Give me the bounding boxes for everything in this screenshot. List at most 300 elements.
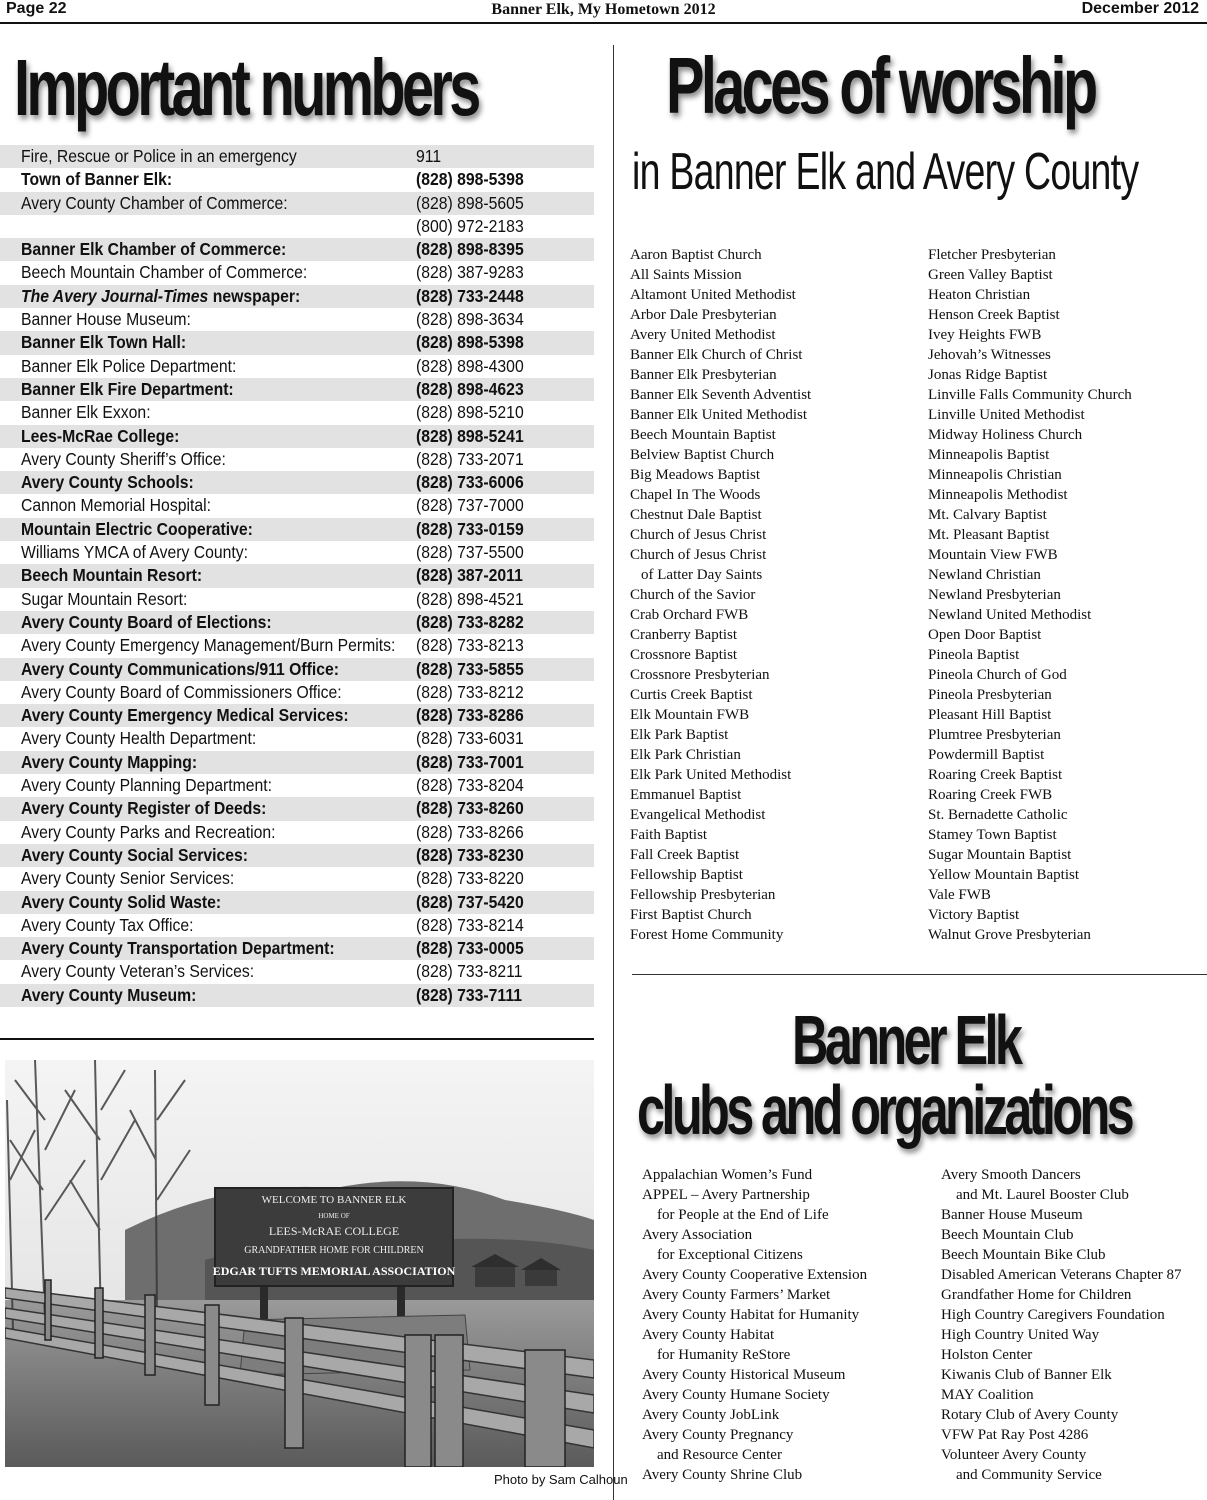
clubs-title-line-1: Banner Elk <box>792 1001 1020 1079</box>
sign-line-5: EDGAR TUFTS MEMORIAL ASSOCIATION <box>212 1264 456 1278</box>
column-divider <box>613 45 614 1500</box>
phone-number <box>416 192 536 215</box>
number-row <box>0 797 594 820</box>
phone-number-text: (828) 733-6031 <box>416 728 524 749</box>
phone-number-text: (828) 898-5398 <box>416 332 524 353</box>
list-item: Forest Home Community <box>630 927 784 943</box>
phone-number <box>416 308 536 331</box>
list-item: Pineola Presbyterian <box>928 687 1052 703</box>
list-item: Elk Park United Methodist <box>630 767 792 783</box>
list-item: Newland Presbyterian <box>928 587 1061 603</box>
contact-name <box>21 471 213 494</box>
contact-name-text: Avery County Tax Office: <box>21 914 194 935</box>
contact-name-text: Avery County Transportation Department: <box>21 938 335 959</box>
contact-name <box>21 751 217 774</box>
contact-name <box>21 727 282 750</box>
number-row <box>0 891 594 914</box>
phone-number <box>416 145 444 168</box>
number-row <box>0 751 594 774</box>
list-item: Crab Orchard FWB <box>630 607 749 623</box>
contact-name-text: Avery County Mapping: <box>21 751 198 772</box>
list-item: Mountain View FWB <box>928 547 1058 563</box>
contact-name <box>21 937 369 960</box>
clubs-list-column-2 <box>941 1165 1181 1485</box>
phone-number-text: (828) 733-0159 <box>416 518 524 539</box>
number-row <box>0 355 594 378</box>
number-row <box>0 984 594 1007</box>
list-item: Altamont United Methodist <box>630 287 796 303</box>
phone-number-text: (828) 737-7000 <box>416 495 524 516</box>
contact-name <box>21 564 222 587</box>
list-item: MAY Coalition <box>941 1387 1034 1403</box>
list-item: Avery County Humane Society <box>642 1387 830 1403</box>
phone-number-text: (828) 733-8211 <box>416 961 523 982</box>
places-of-worship-title: Places of worship <box>666 41 1095 130</box>
number-row <box>0 867 594 890</box>
contact-name-text: Avery County Chamber of Commerce: <box>21 192 288 213</box>
list-item: Holston Center <box>941 1347 1033 1363</box>
phone-number <box>416 564 535 587</box>
contact-name-text: Williams YMCA of Avery County: <box>21 542 248 563</box>
list-item: and Resource Center <box>657 1447 782 1463</box>
list-item: Stamey Town Baptist <box>928 827 1057 843</box>
phone-number <box>416 844 536 867</box>
list-item: Roaring Creek Baptist <box>928 767 1063 783</box>
list-item: Henson Creek Baptist <box>928 307 1060 323</box>
list-item: Fall Creek Baptist <box>630 847 740 863</box>
phone-number-text: (828) 387-9283 <box>416 262 524 283</box>
list-item: for Exceptional Citizens <box>657 1247 803 1263</box>
contact-name-text: Avery County Senior Services: <box>21 868 235 889</box>
list-item: Avery County Farmers’ Market <box>642 1287 831 1303</box>
list-item: All Saints Mission <box>630 267 742 283</box>
list-item: Avery County JobLink <box>642 1407 780 1423</box>
phone-number-text: (828) 898-8395 <box>416 239 524 260</box>
list-item: Fellowship Presbyterian <box>630 887 776 903</box>
list-item: Open Door Baptist <box>928 627 1042 643</box>
phone-number <box>416 984 534 1007</box>
list-item: of Latter Day Saints <box>641 567 763 583</box>
contact-name <box>21 192 317 215</box>
contact-name <box>21 704 385 727</box>
number-row <box>0 285 594 308</box>
phone-number <box>416 867 536 890</box>
phone-number-text: (828) 387-2011 <box>416 565 523 586</box>
contact-name <box>21 541 273 564</box>
sign-line-1: WELCOME TO BANNER ELK <box>261 1194 407 1206</box>
phone-number-text: (828) 733-8282 <box>416 611 524 632</box>
list-item: VFW Pat Ray Post 4286 <box>941 1427 1089 1443</box>
phone-number-text: (800) 972-2183 <box>416 215 524 236</box>
contact-name <box>21 378 257 401</box>
contact-name-text: Avery County Communications/911 Office: <box>21 658 339 679</box>
phone-number-text: (828) 898-4300 <box>416 355 524 376</box>
contact-name-text: Avery County Veteran’s Services: <box>21 961 255 982</box>
contact-name <box>21 867 258 890</box>
list-item: Pleasant Hill Baptist <box>928 707 1052 723</box>
list-item: Minneapolis Christian <box>928 467 1062 483</box>
number-row <box>0 471 594 494</box>
phone-number <box>416 215 536 238</box>
number-row <box>0 774 594 797</box>
worship-list-column-1 <box>630 245 811 945</box>
phone-number <box>416 588 536 611</box>
list-item: Banner Elk Seventh Adventist <box>630 387 812 403</box>
number-row <box>0 681 594 704</box>
contact-name-text: Fire, Rescue or Police in an emergency <box>21 146 297 166</box>
list-item: Belview Baptist Church <box>630 447 775 463</box>
list-item: Evangelical Methodist <box>630 807 766 823</box>
list-item: Disabled American Veterans Chapter 87 <box>941 1267 1182 1283</box>
list-item: Crossnore Presbyterian <box>630 667 770 683</box>
phone-number <box>416 471 536 494</box>
list-item: Faith Baptist <box>630 827 708 843</box>
contact-name-text: Banner Elk Town Hall: <box>21 332 187 353</box>
phone-number-text: (828) 733-8213 <box>416 635 524 656</box>
phone-number <box>416 261 536 284</box>
list-item: St. Bernadette Catholic <box>928 807 1068 823</box>
list-item: Avery County Habitat for Humanity <box>642 1307 860 1323</box>
list-item: Avery Smooth Dancers <box>941 1167 1081 1183</box>
issue-date: December 2012 <box>1081 0 1199 17</box>
number-row <box>0 145 594 168</box>
phone-number <box>416 681 536 704</box>
list-item: High Country Caregivers Foundation <box>941 1307 1165 1323</box>
phone-number-text: (828) 733-8220 <box>416 868 524 889</box>
list-item: Beech Mountain Baptist <box>630 427 776 443</box>
contact-name <box>21 331 204 354</box>
list-item: Elk Park Baptist <box>630 727 729 743</box>
phone-number <box>416 960 534 983</box>
list-item: Midway Holiness Church <box>928 427 1083 443</box>
list-item: Jehovah’s Witnesses <box>928 347 1051 363</box>
contact-name-text: Avery County Schools: <box>21 472 194 493</box>
list-item: Aaron Baptist Church <box>630 247 762 263</box>
contact-name-text: Lees-McRae College: <box>21 425 180 446</box>
list-item: Pineola Baptist <box>928 647 1020 663</box>
contact-name <box>21 960 280 983</box>
phone-number-text: (828) 733-8204 <box>416 775 524 796</box>
number-row <box>0 448 594 471</box>
contact-name <box>21 261 339 284</box>
contact-name <box>21 494 232 517</box>
number-row <box>0 215 594 238</box>
phone-number-text: (828) 733-5855 <box>416 658 524 679</box>
phone-number <box>416 494 536 517</box>
phone-number <box>416 611 536 634</box>
contact-name-text: Banner Elk Chamber of Commerce: <box>21 239 287 260</box>
contact-name-text: Mountain Electric Cooperative: <box>21 518 253 539</box>
number-row <box>0 937 594 960</box>
sign-line-4: GRANDFATHER HOME FOR CHILDREN <box>244 1245 424 1256</box>
contact-name <box>21 844 273 867</box>
phone-number <box>416 914 536 937</box>
contact-name-text <box>21 285 300 308</box>
phone-number-text: (828) 733-6006 <box>416 472 524 493</box>
contact-name <box>21 518 279 541</box>
contact-name-text: Avery County Social Services: <box>21 844 249 865</box>
list-item: Cranberry Baptist <box>630 627 738 643</box>
contact-name <box>21 914 213 937</box>
list-item: Big Meadows Baptist <box>630 467 760 483</box>
photo-credit: Photo by Sam Calhoun <box>494 1472 628 1487</box>
number-row <box>0 704 594 727</box>
list-item: Avery County Shrine Club <box>642 1467 803 1483</box>
list-item: Church of Jesus Christ <box>630 547 767 563</box>
list-item: Heaton Christian <box>928 287 1031 303</box>
contact-name-text: Avery County Emergency Management/Burn Permits: <box>21 635 396 656</box>
number-row <box>0 238 594 261</box>
contact-name-text: Avery County Health Department: <box>21 728 257 749</box>
number-row <box>0 634 594 657</box>
phone-number <box>416 727 536 750</box>
phone-number <box>416 518 536 541</box>
number-row <box>0 261 594 284</box>
list-item: Minneapolis Methodist <box>928 487 1068 503</box>
list-item: Curtis Creek Baptist <box>630 687 753 703</box>
contact-name-text: Sugar Mountain Resort: <box>21 588 188 609</box>
list-item: Fellowship Baptist <box>630 867 743 883</box>
contact-name <box>21 681 377 704</box>
phone-number <box>416 821 536 844</box>
contact-name <box>21 285 331 308</box>
number-row <box>0 168 594 191</box>
contact-name-text: Cannon Memorial Hospital: <box>21 495 211 516</box>
phone-number <box>416 448 536 471</box>
phone-number <box>416 378 536 401</box>
list-item: Beech Mountain Bike Club <box>941 1247 1106 1263</box>
phone-number-text: (828) 898-5210 <box>416 402 524 423</box>
number-row <box>0 727 594 750</box>
contact-name <box>21 984 216 1007</box>
list-item: Grandfather Home for Children <box>941 1287 1132 1303</box>
phone-number <box>416 285 536 308</box>
phone-number-text: (828) 733-2448 <box>416 285 524 306</box>
list-item: Avery Association <box>642 1227 753 1243</box>
section-rule <box>632 974 1207 975</box>
contact-name-text: Town of Banner Elk: <box>21 169 173 190</box>
contact-name <box>21 821 304 844</box>
list-item: Minneapolis Baptist <box>928 447 1050 463</box>
contact-name-text: Avery County Parks and Recreation: <box>21 821 276 842</box>
phone-number-text: (828) 737-5500 <box>416 542 524 563</box>
contact-name <box>21 168 189 191</box>
list-item: Chestnut Dale Baptist <box>630 507 762 523</box>
list-item: Plumtree Presbyterian <box>928 727 1061 743</box>
contact-name-text: Banner House Museum: <box>21 309 191 330</box>
contact-name-text: Avery County Museum: <box>21 984 197 1005</box>
contact-name-text: Beech Mountain Chamber of Commerce: <box>21 262 308 283</box>
important-numbers-table <box>0 145 594 1007</box>
phone-number-text: (828) 733-7001 <box>416 751 524 772</box>
number-row <box>0 192 594 215</box>
number-row <box>0 378 594 401</box>
list-item: Sugar Mountain Baptist <box>928 847 1072 863</box>
contact-name <box>21 891 243 914</box>
list-item: Banner Elk United Methodist <box>630 407 808 423</box>
phone-number-text: (828) 733-2071 <box>416 448 524 469</box>
contact-name-text: Avery County Solid Waste: <box>21 891 222 912</box>
phone-number-text: (828) 733-8260 <box>416 798 524 819</box>
contact-name <box>21 797 294 820</box>
number-row <box>0 658 594 681</box>
phone-number <box>416 658 536 681</box>
list-item: Mt. Calvary Baptist <box>928 507 1047 523</box>
list-item: APPEL – Avery Partnership <box>642 1187 810 1203</box>
list-item: Linville United Methodist <box>928 407 1085 423</box>
list-item: First Baptist Church <box>630 907 752 923</box>
number-row <box>0 588 594 611</box>
list-item: Emmanuel Baptist <box>630 787 742 803</box>
phone-number <box>416 238 536 261</box>
phone-number-text: (828) 733-7111 <box>416 984 522 1005</box>
list-item: Chapel In The Woods <box>630 487 761 503</box>
banner-elk-sign-photo <box>5 1060 594 1467</box>
phone-number-text: (828) 733-8266 <box>416 821 524 842</box>
page-number: Page 22 <box>6 0 67 17</box>
list-item: Jonas Ridge Baptist <box>928 367 1048 383</box>
number-row <box>0 494 594 517</box>
sign-line-3: LEES-McRAE COLLEGE <box>268 1224 400 1238</box>
list-item: Powdermill Baptist <box>928 747 1045 763</box>
list-item: Walnut Grove Presbyterian <box>928 927 1091 943</box>
number-row <box>0 611 594 634</box>
phone-number-text: (828) 898-3634 <box>416 309 524 330</box>
list-item: Elk Park Christian <box>630 747 741 763</box>
phone-number-text: (828) 737-5420 <box>416 891 524 912</box>
contact-name <box>21 145 327 168</box>
phone-number-text: (828) 898-5605 <box>416 192 524 213</box>
phone-number <box>416 751 536 774</box>
phone-number <box>416 425 536 448</box>
contact-name <box>21 658 374 681</box>
list-item: Avery County Habitat <box>642 1327 775 1343</box>
worship-list-column-2 <box>928 245 1132 945</box>
clubs-title-line-2: clubs and organizations <box>637 1071 1132 1149</box>
list-item: Church of Jesus Christ <box>630 527 767 543</box>
contact-name-text: Avery County Planning Department: <box>21 775 272 796</box>
phone-number-text: (828) 733-8230 <box>416 844 524 865</box>
contact-name-text: Banner Elk Fire Department: <box>21 378 234 399</box>
contact-name-text: Banner Elk Exxon: <box>21 402 151 423</box>
list-item: and Community Service <box>956 1467 1102 1483</box>
sign-line-2: HOME OF <box>318 1212 350 1220</box>
list-item: and Mt. Laurel Booster Club <box>956 1187 1129 1203</box>
table-bottom-rule <box>0 1038 594 1040</box>
phone-number-text: (828) 733-8212 <box>416 681 524 702</box>
list-item: Beech Mountain Club <box>941 1227 1074 1243</box>
list-item: Pineola Church of God <box>928 667 1067 683</box>
list-item: Yellow Mountain Baptist <box>928 867 1079 883</box>
list-item: Arbor Dale Presbyterian <box>630 307 777 323</box>
number-row <box>0 821 594 844</box>
phone-number <box>416 634 536 657</box>
number-row <box>0 425 594 448</box>
contact-name <box>21 355 260 378</box>
contact-name-text: Avery County Board of Commissioners Office: <box>21 681 342 702</box>
number-row <box>0 541 594 564</box>
list-item: Elk Mountain FWB <box>630 707 750 723</box>
list-item: Avery County Pregnancy <box>642 1427 794 1443</box>
phone-number <box>416 937 536 960</box>
phone-number <box>416 331 536 354</box>
list-item: High Country United Way <box>941 1327 1100 1343</box>
list-item: Victory Baptist <box>928 907 1020 923</box>
list-item: for People at the End of Life <box>657 1207 829 1223</box>
list-item: for Humanity ReStore <box>657 1347 791 1363</box>
number-row <box>0 844 594 867</box>
list-item: Newland Christian <box>928 567 1041 583</box>
number-row <box>0 960 594 983</box>
list-item: Avery United Methodist <box>630 327 776 343</box>
contact-name <box>21 401 165 424</box>
phone-number-text: (828) 898-5398 <box>416 169 524 190</box>
contact-name <box>21 588 206 611</box>
phone-number-text: (828) 898-4521 <box>416 588 524 609</box>
phone-number-text: (828) 898-5241 <box>416 425 524 446</box>
phone-number <box>416 168 536 191</box>
number-row <box>0 308 594 331</box>
list-item: Fletcher Presbyterian <box>928 247 1056 263</box>
list-item: Banner Elk Church of Christ <box>630 347 803 363</box>
list-item: Appalachian Women’s Fund <box>642 1167 813 1183</box>
list-item: Mt. Pleasant Baptist <box>928 527 1050 543</box>
phone-number <box>416 401 536 424</box>
list-item: Banner Elk Presbyterian <box>630 367 777 383</box>
phone-number <box>416 704 536 727</box>
contact-name <box>21 634 437 657</box>
photo-illustration <box>5 1060 594 1467</box>
contact-name <box>21 425 197 448</box>
contact-name-text: Avery County Emergency Medical Services: <box>21 705 349 726</box>
contact-name <box>21 448 249 471</box>
contact-name-text: Avery County Board of Elections: <box>21 611 272 632</box>
number-row <box>0 914 594 937</box>
list-item: Kiwanis Club of Banner Elk <box>941 1367 1112 1383</box>
list-item: Ivey Heights FWB <box>928 327 1042 343</box>
list-item: Volunteer Avery County <box>941 1447 1087 1463</box>
list-item: Crossnore Baptist <box>630 647 738 663</box>
number-row <box>0 331 594 354</box>
places-of-worship-subtitle: in Banner Elk and Avery County <box>632 143 1139 201</box>
phone-number <box>416 541 536 564</box>
number-row <box>0 401 594 424</box>
phone-number-text: (828) 733-8286 <box>416 705 524 726</box>
phone-number <box>416 891 536 914</box>
phone-number <box>416 774 536 797</box>
contact-name-text: Avery County Register of Deeds: <box>21 798 267 819</box>
contact-name-text: Banner Elk Police Department: <box>21 355 237 376</box>
list-item: Vale FWB <box>928 887 991 903</box>
list-item: Banner House Museum <box>941 1207 1083 1223</box>
clubs-list-column-1 <box>642 1165 867 1485</box>
list-item: Roaring Creek FWB <box>928 787 1053 803</box>
contact-name-text: Beech Mountain Resort: <box>21 565 203 586</box>
contact-name <box>21 774 300 797</box>
number-row <box>0 518 594 541</box>
list-item: Newland United Methodist <box>928 607 1092 623</box>
number-row <box>0 564 594 587</box>
list-item: Avery County Historical Museum <box>642 1367 846 1383</box>
list-item: Linville Falls Community Church <box>928 387 1132 403</box>
newspaper-suffix: newspaper: <box>208 285 301 306</box>
phone-number-text: (828) 733-8214 <box>416 914 524 935</box>
list-item: Rotary Club of Avery County <box>941 1407 1119 1423</box>
contact-name <box>21 611 299 634</box>
contact-name <box>21 238 316 261</box>
contact-name-text: Avery County Sheriff’s Office: <box>21 448 226 469</box>
list-item: Green Valley Baptist <box>928 267 1053 283</box>
